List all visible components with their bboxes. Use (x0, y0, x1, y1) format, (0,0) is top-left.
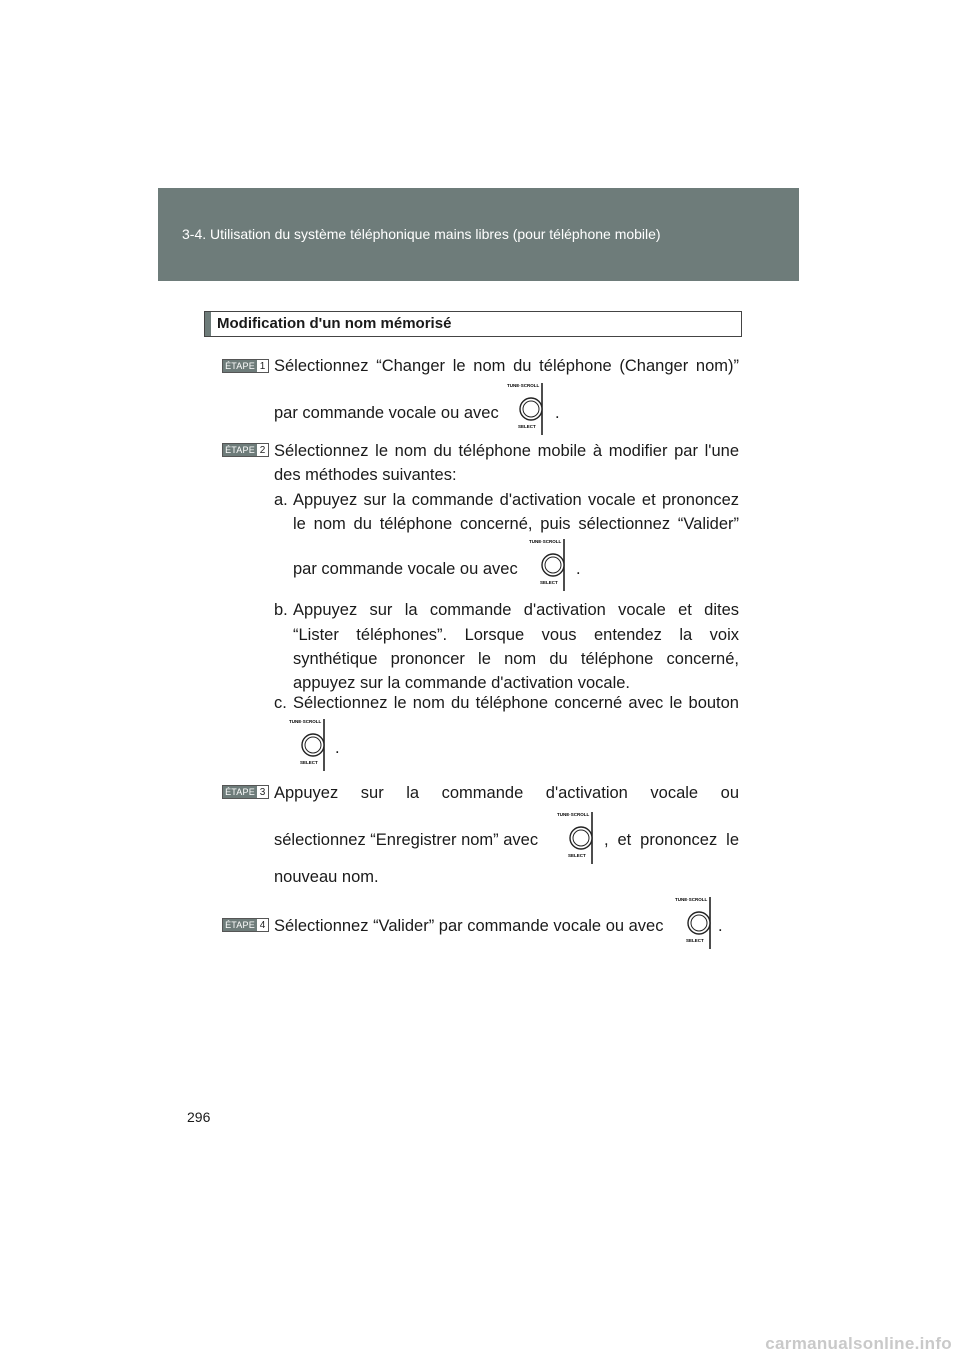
step-4-line-1: Sélectionnez “Valider” par commande vocale ou avec (274, 917, 664, 935)
tune-scroll-knob-icon (504, 381, 556, 437)
step-badge-number: 4 (259, 919, 266, 931)
step-2-line-1: Sélectionnez le nom du téléphone mobile à modifier par l'une (274, 442, 739, 460)
chapter-header (158, 188, 799, 281)
section-title: Modification d'un nom mémorisé (217, 315, 452, 332)
step-3-line-2a: sélectionnez “Enregistrer nom” avec (274, 831, 539, 849)
step-badge-label: ÉTAPE (223, 444, 257, 456)
option-b-line-1: Appuyez sur la commande d'activation vocale et dites (293, 601, 739, 619)
option-a-line-3: par commande vocale ou avec (293, 560, 518, 578)
option-b-line-2: “Lister téléphones”. Lorsque vous entendez la voix (293, 626, 739, 644)
step-1-line-1: Sélectionnez “Changer le nom du téléphone (Changer nom)” (274, 357, 739, 375)
option-b-label: b. (274, 601, 288, 619)
option-b-line-4: appuyez sur la commande d'activation vocale. (293, 674, 631, 692)
option-c-line-1: Sélectionnez le nom du téléphone concerné avec le bouton (293, 694, 739, 712)
step-badge-2 (222, 443, 269, 457)
section-title-box (204, 311, 742, 337)
step-3-line-2b: , et prononcez le (604, 831, 739, 849)
step-badge-number: 3 (259, 786, 266, 798)
knob-top-label: TUNE·SCROLL (557, 812, 590, 817)
option-a-end: . (576, 560, 581, 578)
watermark: carmanualsonline.info (765, 1334, 952, 1353)
tune-scroll-knob-icon (672, 895, 724, 951)
option-a-line-1: Appuyez sur la commande d'activation vocale et prononcez (293, 491, 739, 509)
knob-bottom-label: SELECT (540, 580, 558, 585)
step-badge-number: 1 (259, 360, 266, 372)
step-badge-label: ÉTAPE (223, 360, 257, 372)
step-badge-4 (222, 918, 269, 932)
step-badge-label: ÉTAPE (223, 786, 257, 798)
step-3-line-1: Appuyez sur la commande d'activation vocale ou (274, 784, 739, 802)
step-4-line-1-end: . (718, 917, 723, 935)
knob-top-label: TUNE·SCROLL (507, 383, 540, 388)
knob-bottom-label: SELECT (686, 938, 704, 943)
step-2-line-2: des méthodes suivantes: (274, 466, 457, 484)
step-1-line-2: par commande vocale ou avec (274, 404, 499, 422)
step-badge-1 (222, 359, 269, 373)
tune-scroll-knob-icon (526, 537, 578, 593)
option-c-label: c. (274, 694, 287, 712)
step-badge-label: ÉTAPE (223, 919, 257, 931)
section-title-bar (205, 312, 211, 336)
page-number: 296 (187, 1109, 211, 1125)
step-badge-3 (222, 785, 269, 799)
option-a-label: a. (274, 491, 288, 509)
knob-top-label: TUNE·SCROLL (529, 539, 562, 544)
knob-bottom-label: SELECT (568, 853, 586, 858)
option-b-line-3: synthétique prononcer le nom du téléphone concerné, (293, 650, 739, 668)
knob-top-label: TUNE·SCROLL (675, 897, 708, 902)
tune-scroll-knob-icon (554, 810, 606, 866)
tune-scroll-knob-icon (286, 717, 338, 773)
step-1-line-2-end: . (555, 404, 560, 422)
chapter-title: 3-4. Utilisation du système téléphonique mains libres (pour téléphone mobile) (182, 226, 661, 242)
knob-bottom-label: SELECT (518, 424, 536, 429)
option-c-end: . (335, 739, 340, 757)
option-a-line-2: le nom du téléphone concerné, puis sélectionnez “Valider” (293, 515, 739, 533)
step-badge-number: 2 (259, 444, 266, 456)
step-3-line-3: nouveau nom. (274, 868, 379, 886)
knob-top-label: TUNE·SCROLL (289, 719, 322, 724)
knob-bottom-label: SELECT (300, 760, 318, 765)
